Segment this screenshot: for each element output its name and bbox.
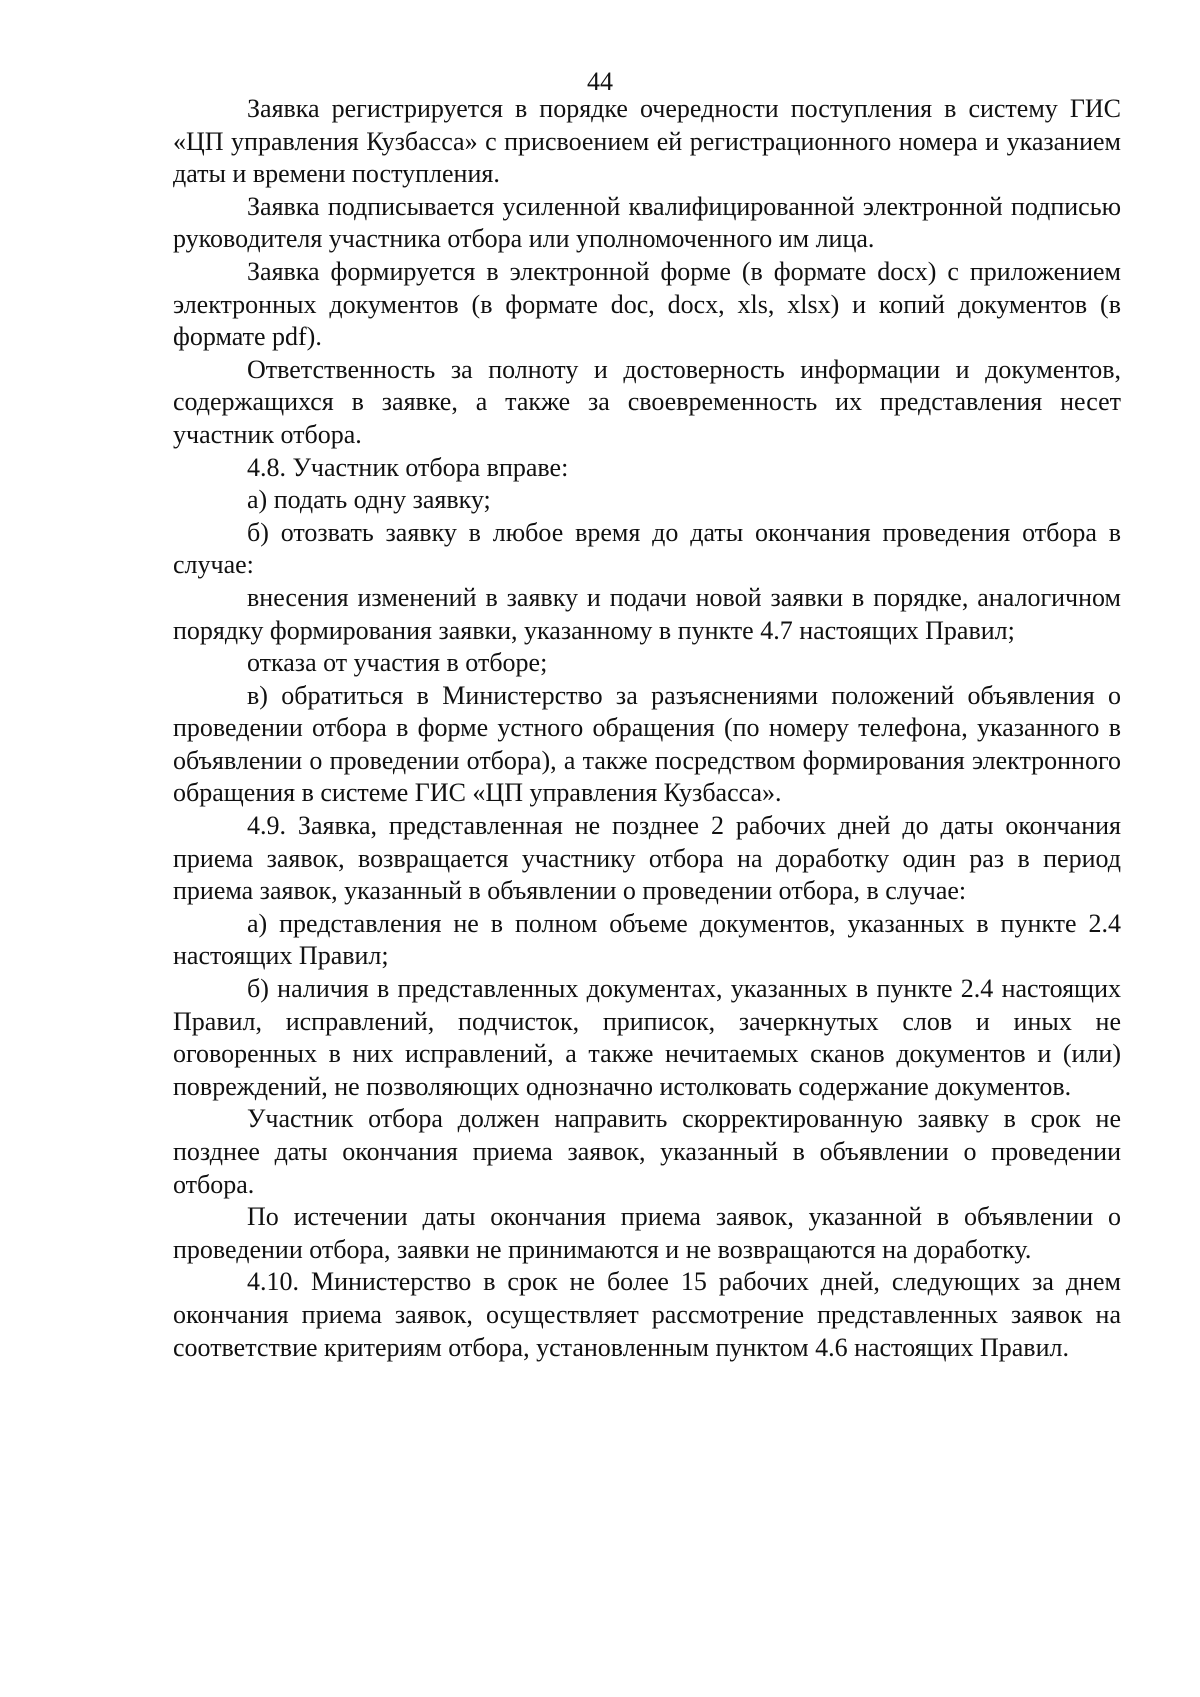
document-body — [173, 93, 1121, 1364]
paragraph: Ответственность за полноту и достоверность информации и документов, содержащихся в заявке, а также за своевременность их представления несет участник отбора. — [173, 354, 1121, 449]
paragraph: внесения изменений в заявку и подачи новой заявки в порядке, аналогичном порядку формирования заявки, указанному в пункте 4.7 настоящих Правил; — [173, 582, 1121, 645]
paragraph: Участник отбора должен направить скорректированную заявку в срок не позднее даты окончания приема заявок, указанный в объявлении о проведении отбора. — [173, 1104, 1121, 1199]
paragraph: Заявка формируется в электронной форме (в формате docx) с приложением электронных документов (в формате doc, docx, xls, xlsx) и копий документов (в формате pdf). — [173, 256, 1121, 352]
paragraph: в) обратиться в Министерство за разъяснениями положений объявления о проведении отбора в форме устного обращения (по номеру телефона, указанного в объявлении о проведении отбора), а также посредством формирования электронного обращения в системе ГИС «ЦП управления Кузбасса». — [173, 680, 1121, 808]
page-number: 44 — [587, 67, 613, 96]
paragraph: 4.9. Заявка, представленная не позднее 2 рабочих дней до даты окончания приема заявок, возвращается участнику отбора на доработку один раз в период приема заявок, указанный в объявлении о проведении отбора, в случае: — [173, 811, 1121, 906]
paragraph: б) наличия в представленных документах, указанных в пункте 2.4 настоящих Правил, исправлений, подчисток, приписок, зачеркнутых слов и иных не оговоренных в них исправлений, а также нечитаемых сканов документов и (или) повреждений, не позволяющих однозначно истолковать содержание документов. — [173, 974, 1121, 1101]
paragraph: б) отозвать заявку в любое время до даты окончания проведения отбора в случае: — [173, 517, 1121, 580]
paragraph: По истечении даты окончания приема заявок, указанной в объявлении о проведении отбора, заявки не принимаются и не возвращаются на доработку. — [173, 1202, 1121, 1264]
paragraph: Заявка регистрируется в порядке очередности поступления в систему ГИС «ЦП управления Кузбасса» с присвоением ей регистрационного номера и указанием даты и времени поступления. — [173, 94, 1121, 189]
paragraph: а) представления не в полном объеме документов, указанных в пункте 2.4 настоящих Правил; — [173, 908, 1121, 971]
paragraph: 4.10. Министерство в срок не более 15 рабочих дней, следующих за днем окончания приема заявок, осуществляет рассмотрение представленных заявок на соответствие критериям отбора, установленным пунктом 4.6 настоящих Правил. — [173, 1267, 1121, 1362]
paragraph: Заявка подписывается усиленной квалифицированной электронной подписью руководителя участника отбора или уполномоченного им лица. — [173, 191, 1121, 254]
paragraph: а) подать одну заявку; — [247, 485, 491, 515]
paragraph: отказа от участия в отборе; — [247, 648, 548, 678]
paragraph: 4.8. Участник отбора вправе: — [247, 452, 569, 482]
